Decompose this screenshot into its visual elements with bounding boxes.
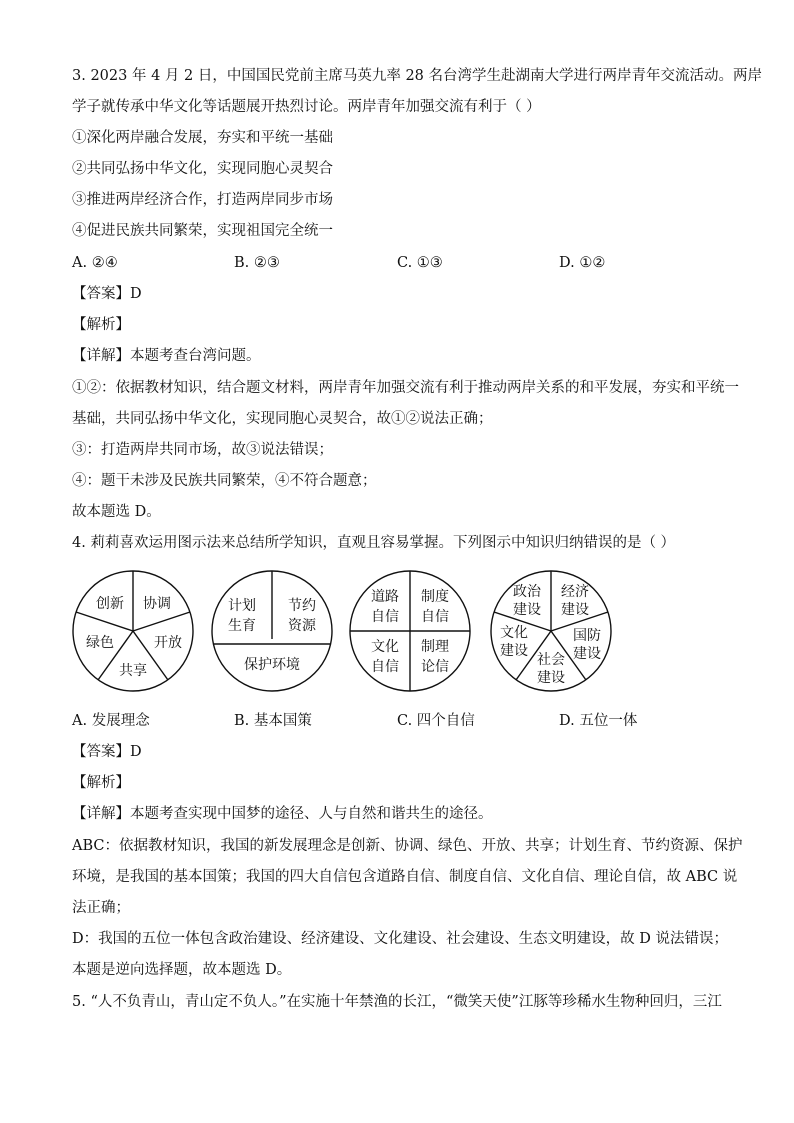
q4-explanation-3: 环境，是我国的基本国策；我国的四大自信包含道路自信、制度自信、文化自信、理论自信，故 ABC 说 [72, 869, 738, 885]
q3-explanation-2: ①②：依据教材知识，结合题文材料，两岸青年加强交流有利于推动两岸关系的和平发展，夯实和平统一 [72, 380, 739, 396]
q3-explanation-4: ③：打造两岸共同市场，故③说法错误； [72, 442, 333, 458]
diagram-c-label: 制度 [421, 589, 449, 605]
diagram-basic-policies [207, 566, 337, 696]
diagram-c-label: 道路 [371, 589, 399, 605]
q4-diagrams [68, 566, 628, 696]
diagram-d-label: 建设 [500, 643, 528, 659]
q3-statement-1: ①深化两岸融合发展，夯实和平统一基础 [72, 130, 333, 146]
q5-stem-line1: 5. “人不负青山，青山定不负人。”在实施十年禁渔的长江，“微笑天使”江豚等珍稀水生物种回归，三江 [72, 994, 722, 1010]
q3-explanation-5: ④：题干未涉及民族共同繁荣，④不符合题意； [72, 473, 377, 489]
q3-statement-2: ②共同弘扬中华文化，实现同胞心灵契合 [72, 161, 333, 177]
diagram-c-label: 自信 [371, 659, 399, 675]
diagram-b-label: 资源 [288, 618, 316, 634]
diagram-development-concepts [68, 566, 198, 696]
diagram-c-label: 自信 [421, 609, 449, 625]
q3-statement-4: ④促进民族共同繁荣，实现祖国完全统一 [72, 223, 333, 239]
q4-options [72, 711, 732, 731]
diagram-a-label: 创新 [96, 596, 124, 612]
q4-option-a: A. 发展理念 [72, 713, 150, 729]
q3-explanation-3: 基础，共同弘扬中华文化，实现同胞心灵契合，故①②说法正确； [72, 411, 493, 427]
diagram-d-label: 建设 [561, 602, 589, 618]
diagram-b-label: 生育 [228, 618, 256, 634]
q4-explanation-1: 【详解】本题考查实现中国梦的途径、人与自然和谐共生的途径。 [72, 806, 493, 822]
q4-explanation-2: ABC：依据教材知识，我国的新发展理念是创新、协调、绿色、开放、共享；计划生育、节约资源、保护 [72, 838, 743, 854]
q4-answer: 【答案】D [72, 744, 142, 760]
diagram-d-label: 国防 [573, 628, 601, 644]
diagram-a-label: 协调 [143, 596, 171, 612]
q3-option-b: B. ②③ [234, 255, 280, 271]
diagram-five-in-one [486, 566, 616, 696]
diagram-four-confidences [345, 566, 475, 696]
diagram-b-label: 计划 [228, 598, 256, 614]
diagram-d-label: 建设 [573, 646, 601, 662]
q3-answer: 【答案】D [72, 286, 142, 302]
q4-explanation-4: 法正确； [72, 900, 130, 916]
diagram-d-label: 建设 [513, 602, 541, 618]
diagram-d-label: 政治 [513, 584, 541, 600]
q4-explanation-5: D：我国的五位一体包含政治建设、经济建设、文化建设、社会建设、生态文明建设，故 D 说法错误； [72, 931, 728, 947]
diagram-b-label: 保护环境 [244, 657, 300, 673]
diagram-c-label: 自信 [371, 609, 399, 625]
q3-options [72, 253, 732, 273]
diagram-c-label: 制理 [421, 639, 449, 655]
diagram-a-label: 共享 [119, 663, 147, 679]
diagram-c-label: 论信 [421, 659, 449, 675]
diagram-b-label: 节约 [288, 598, 316, 614]
q3-explanation-6: 故本题选 D。 [72, 504, 161, 520]
q3-option-c: C. ①③ [397, 255, 443, 271]
q4-option-d: D. 五位一体 [559, 713, 638, 729]
q4-analysis-heading: 【解析】 [72, 775, 130, 791]
q3-stem-line1: 3. 2023 年 4 月 2 日，中国国民党前主席马英九率 28 名台湾学生赴湖南大学进行两岸青年交流活动。两岸 [72, 68, 763, 84]
q3-analysis-heading: 【解析】 [72, 317, 130, 333]
q4-option-c: C. 四个自信 [397, 713, 475, 729]
q3-statement-3: ③推进两岸经济合作，打造两岸同步市场 [72, 192, 333, 208]
diagram-a-label: 开放 [154, 635, 182, 651]
diagram-d-label: 文化 [500, 625, 528, 641]
q3-option-d: D. ①② [559, 255, 606, 271]
diagram-d-label: 建设 [537, 670, 565, 686]
diagram-d-label: 社会 [537, 652, 565, 668]
diagram-c-label: 文化 [371, 639, 399, 655]
q4-option-b: B. 基本国策 [234, 713, 312, 729]
diagram-a-label: 绿色 [86, 635, 114, 651]
q3-explanation-1: 【详解】本题考查台湾问题。 [72, 348, 261, 364]
q4-stem: 4. 莉莉喜欢运用图示法来总结所学知识，直观且容易掌握。下列图示中知识归纳错误的是（ ） [72, 535, 676, 551]
q4-explanation-6: 本题是逆向选择题，故本题选 D。 [72, 962, 292, 978]
diagram-d-label: 经济 [561, 584, 589, 600]
q3-stem-line2: 学子就传承中华文化等话题展开热烈讨论。两岸青年加强交流有利于（ ） [72, 99, 541, 115]
q3-option-a: A. ②④ [72, 255, 118, 271]
